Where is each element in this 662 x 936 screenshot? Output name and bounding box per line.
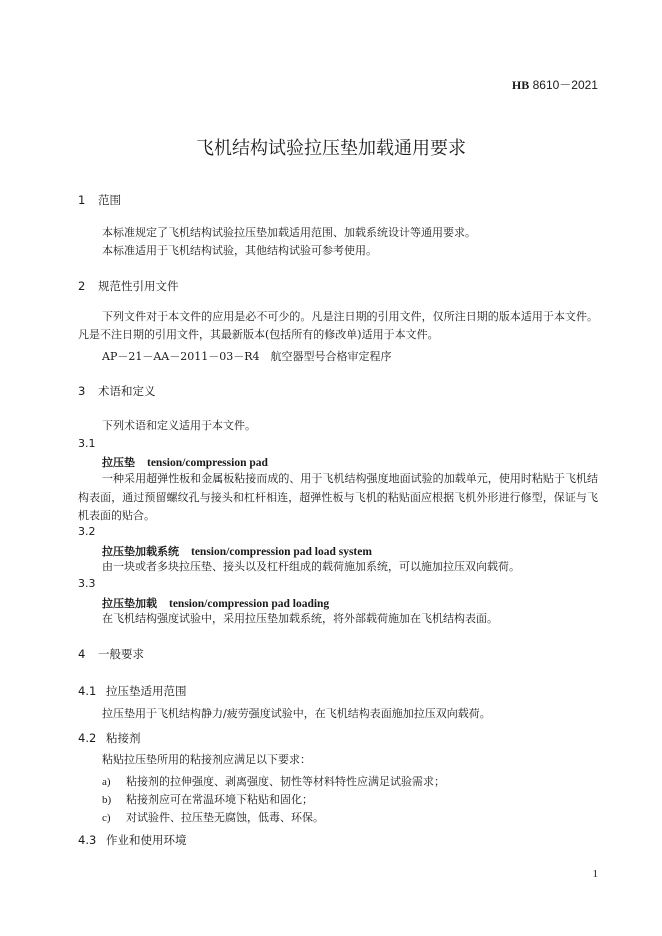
section-title: 拉压垫适用范围 bbox=[106, 684, 187, 698]
term-zh: 拉压垫 bbox=[102, 456, 135, 469]
normative-reference: AP－21－AA－2011－03－R4 航空器型号合格审定程序 bbox=[102, 350, 392, 363]
list-item bbox=[102, 809, 324, 825]
standard-prefix: HB bbox=[511, 78, 530, 92]
section-title: 一般要求 bbox=[98, 647, 144, 661]
section-2-heading bbox=[78, 278, 179, 294]
term-definition: 一种采用超弹性板和金属板粘接而成的、用于飞机结构强度地面试验的加载单元，使用时粘贴于飞机结构表面，通过预留螺纹孔与接头和杠杆相连，超弹性板与飞机的粘贴面应根据飞机外形进行修型，保证与飞机表面的贴合。 bbox=[78, 472, 598, 522]
section-4-heading bbox=[78, 646, 144, 662]
list-marker: a) bbox=[102, 776, 111, 788]
term-definition: 由一块或者多块拉压垫、接头以及杠杆组成的载荷施加系统，可以施加拉压双向载荷。 bbox=[102, 560, 520, 573]
section-title: 术语和定义 bbox=[98, 384, 156, 398]
term-definition: 在飞机结构强度试验中，采用拉压垫加载系统，将外部载荷施加在飞机结构表面。 bbox=[102, 612, 498, 625]
list-marker: c) bbox=[102, 812, 111, 824]
term-number: 3.1 bbox=[78, 437, 96, 450]
section-number: 4 bbox=[78, 647, 86, 661]
term-zh: 拉压垫加载系统 bbox=[102, 545, 179, 558]
section-1-heading bbox=[78, 192, 121, 208]
section-2-para-1: 下列文件对于本文件的应用是必不可少的。凡是注日期的引用文件，仅所注日期的版本适用于本文件。凡是不注日期的引用文件，其最新版本(包括所有的修改单)适用于本文件。 bbox=[78, 310, 598, 341]
section-title: 粘接剂 bbox=[106, 731, 141, 745]
section-title: 规范性引用文件 bbox=[98, 279, 179, 293]
section-number: 1 bbox=[78, 193, 86, 207]
page-number: 1 bbox=[592, 868, 598, 880]
section-4-2-intro: 粘贴拉压垫所用的粘接剂应满足以下要求： bbox=[102, 753, 311, 766]
term-zh: 拉压垫加载 bbox=[102, 597, 157, 610]
list-marker: b) bbox=[102, 794, 112, 806]
section-1-para-2: 本标准适用于飞机结构试验，其他结构试验可参考使用。 bbox=[102, 244, 377, 257]
section-1-para-1: 本标准规定了飞机结构试验拉压垫加载适用范围、加载系统设计等通用要求。 bbox=[102, 226, 476, 239]
standard-code: 8610－2021 bbox=[532, 78, 598, 92]
section-number: 2 bbox=[78, 279, 86, 293]
standard-number bbox=[512, 76, 598, 93]
list-text: 粘接剂的拉伸强度、剥离强度、韧性等材料特性应满足试验需求； bbox=[126, 775, 445, 788]
section-3-intro: 下列术语和定义适用于本文件。 bbox=[102, 419, 256, 432]
section-4-2-heading bbox=[78, 730, 141, 746]
section-3-heading bbox=[78, 383, 156, 399]
section-4-1-para: 拉压垫用于飞机结构静力/疲劳强度试验中，在飞机结构表面施加拉压双向载荷。 bbox=[102, 707, 491, 720]
term-en: tension/compression pad loading bbox=[169, 598, 330, 610]
section-number: 3 bbox=[78, 384, 86, 398]
document-title: 飞机结构试验拉压垫加载通用要求 bbox=[196, 138, 466, 159]
section-title: 作业和使用环境 bbox=[106, 833, 187, 847]
list-text: 粘接剂应可在常温环境下粘贴和固化； bbox=[126, 793, 313, 806]
term-en: tension/compression pad bbox=[147, 457, 268, 469]
section-number: 4.1 bbox=[78, 684, 97, 698]
list-item bbox=[102, 773, 445, 789]
term-number: 3.2 bbox=[78, 525, 96, 538]
section-number: 4.2 bbox=[78, 731, 97, 745]
section-4-3-heading bbox=[78, 832, 187, 848]
section-4-1-heading bbox=[78, 683, 187, 699]
term-heading bbox=[102, 454, 268, 470]
list-item bbox=[102, 791, 313, 807]
term-en: tension/compression pad load system bbox=[191, 546, 372, 558]
section-title: 范围 bbox=[98, 193, 121, 207]
term-number: 3.3 bbox=[78, 577, 96, 590]
section-number: 4.3 bbox=[78, 833, 97, 847]
list-text: 对试验件、拉压垫无腐蚀，低毒、环保。 bbox=[126, 811, 324, 824]
